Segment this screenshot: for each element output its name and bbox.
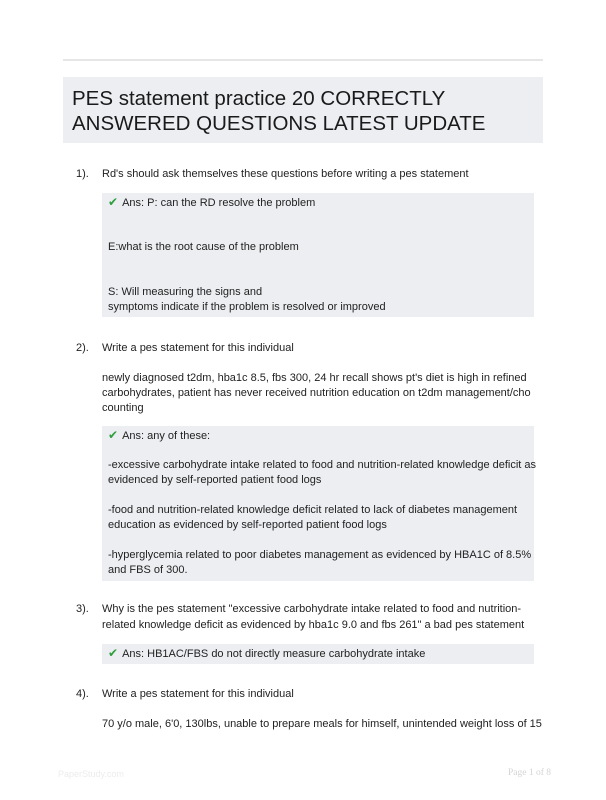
answer-line: and FBS of 300. [108, 564, 188, 576]
check-icon: ✔ [108, 195, 119, 209]
footer-watermark: PaperStudy.com [58, 769, 124, 779]
answer-box [102, 193, 534, 317]
answer-line: Ans: P: can the RD resolve the problem [122, 197, 316, 209]
question-detail: 70 y/o male, 6'0, 130lbs, unable to prepare meals for himself, unintended weight loss of 15 [102, 718, 542, 730]
check-icon: ✔ [108, 646, 119, 660]
answer-line: S: Will measuring the signs and [108, 286, 263, 298]
question-text: Write a pes statement for this individual [102, 342, 294, 354]
question-number: 4). [76, 688, 89, 700]
answer-box [102, 644, 534, 664]
question-text: Why is the pes statement "excessive carbohydrate intake related to food and nutrition- [102, 603, 522, 615]
page-number: Page 1 of 8 [508, 768, 552, 778]
question-text: related knowledge deficit as evidenced by hba1c 9.0 and fbs 261" a bad pes statement [102, 619, 525, 631]
answer-line: -excessive carbohydrate intake related to food and nutrition-related knowledge deficit as [108, 459, 537, 471]
question-number: 2). [76, 342, 89, 354]
page-title-line-1: PES statement practice 20 CORRECTLY [72, 87, 446, 110]
question-text: Rd's should ask themselves these questions before writing a pes statement [102, 168, 469, 180]
question-detail: counting [102, 402, 144, 414]
answer-line: evidenced by self-reported patient food logs [108, 474, 322, 486]
question-text: Write a pes statement for this individual [102, 688, 294, 700]
question-number: 1). [76, 168, 89, 180]
question-number: 3). [76, 603, 89, 615]
answer-line: Ans: HB1AC/FBS do not directly measure carbohydrate intake [122, 648, 426, 660]
page-title-line-2: ANSWERED QUESTIONS LATEST UPDATE [72, 112, 486, 135]
answer-line: symptoms indicate if the problem is resolved or improved [108, 301, 386, 313]
top-divider [63, 59, 543, 61]
answer-line: -hyperglycemia related to poor diabetes management as evidenced by HBA1C of 8.5% [108, 549, 532, 561]
answer-line: -food and nutrition-related knowledge deficit related to lack of diabetes management [108, 504, 518, 516]
answer-line: education as evidenced by self-reported patient food logs [108, 519, 387, 531]
answer-line: Ans: any of these: [122, 430, 211, 442]
question-detail: carbohydrates, patient has never received nutrition education on t2dm management/cho [102, 387, 531, 399]
answer-line: E:what is the root cause of the problem [108, 241, 299, 253]
document-title-box [63, 77, 543, 143]
answer-box [102, 426, 537, 581]
check-icon: ✔ [108, 428, 119, 442]
question-detail: newly diagnosed t2dm, hba1c 8.5, fbs 300, 24 hr recall shows pt's diet is high in refined [102, 372, 527, 384]
